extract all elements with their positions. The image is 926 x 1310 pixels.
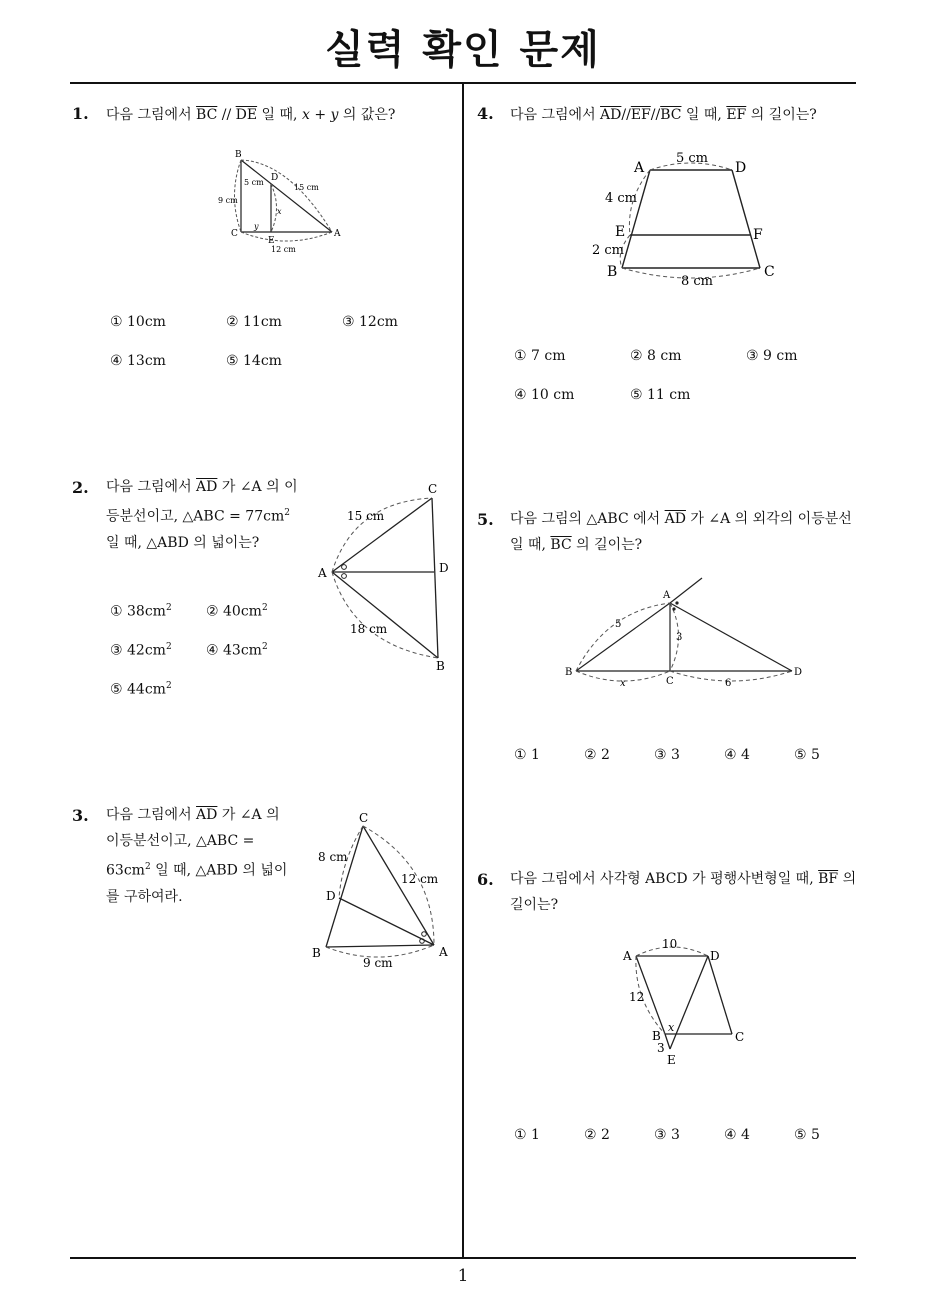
choice-2[interactable]: ② 8 cm (630, 348, 682, 364)
label-ab: 18 cm (350, 622, 388, 636)
text-segment: 일 때, △ABD 의 넓이를 구하여라. (106, 862, 288, 905)
question-number: 4. (477, 104, 494, 123)
label-ab: 12 (629, 990, 645, 1004)
choice-superscript: 2 (165, 642, 172, 652)
text-segment: $\overline{BF}$ (818, 871, 839, 887)
label-ce: y (254, 222, 259, 231)
text-segment: $\overline{BC}$ (196, 107, 218, 123)
label-C: C (735, 1030, 745, 1044)
text-segment: 다음 그림에서 (510, 107, 601, 123)
text-segment: x + y (301, 107, 339, 123)
question-text (106, 474, 298, 556)
text-segment: 가 ∠A 의 이등분선이고, △ABC = 77cm (106, 479, 298, 525)
label-eb: 2 cm (592, 243, 625, 258)
choice-5[interactable]: ⑤ 14cm (226, 353, 282, 369)
bottom-rule (70, 1257, 856, 1259)
label-E: E (268, 236, 275, 246)
text-segment: 가 ∠A 의 외각의 이등분선일 때, (510, 511, 852, 553)
choice-1[interactable]: ① 1 (514, 1127, 540, 1143)
label-B: B (235, 150, 242, 160)
label-B: B (652, 1029, 661, 1043)
label-cd: 6 (725, 678, 732, 686)
choice-5[interactable]: ⑤ 5 (794, 747, 820, 763)
choice-4[interactable]: ④ 10 cm (514, 387, 575, 403)
label-C: C (764, 264, 775, 280)
question-text (510, 506, 865, 558)
label-bc: 9 cm (218, 196, 238, 205)
choice-4[interactable] (206, 642, 268, 659)
label-A: A (634, 160, 645, 176)
label-ae: 4 cm (605, 191, 638, 206)
text-segment: $\overline{AD}$ (600, 107, 622, 123)
question-number: 5. (477, 510, 494, 529)
choice-2[interactable]: ② 2 (584, 747, 610, 763)
choice-text: ④ 43cm (206, 642, 262, 659)
text-segment: 다음 그림에서 (106, 479, 197, 495)
choice-2[interactable]: ② 2 (584, 1127, 610, 1143)
question-number: 3. (72, 806, 89, 825)
choice-3[interactable] (110, 642, 172, 659)
choice-1[interactable] (110, 603, 172, 620)
figure-q2 (314, 480, 464, 670)
text-segment: $\overline{AD}$ (196, 807, 218, 823)
text-segment: 일 때, (681, 107, 727, 123)
label-D: D (326, 889, 336, 903)
label-ad: 10 (662, 937, 678, 951)
label-E: E (615, 224, 626, 240)
text-segment: 다음 그림에서 (106, 807, 197, 823)
label-ad: 5 cm (676, 151, 709, 166)
choice-2[interactable]: ② 11cm (226, 314, 282, 330)
label-ca: 12 cm (271, 245, 296, 254)
question-text (106, 102, 446, 128)
label-C: C (359, 811, 369, 825)
label-A: A (318, 566, 327, 580)
label-E: E (667, 1053, 676, 1067)
label-F: F (753, 227, 763, 243)
label-D: D (794, 667, 803, 678)
text-segment: 2 (284, 508, 290, 518)
label-ac: 3 (676, 632, 683, 643)
choice-superscript: 2 (165, 603, 172, 613)
choice-1[interactable]: ① 1 (514, 747, 540, 763)
label-bc: x (620, 678, 626, 686)
text-segment: $\overline{EF}$ (726, 107, 747, 123)
label-D: D (710, 949, 720, 963)
figure-q3 (306, 810, 456, 970)
label-B: B (607, 264, 618, 280)
label-C: C (231, 229, 238, 239)
page-number: 1 (457, 1266, 469, 1286)
text-segment: 일 때, △ABD 의 넓이는? (106, 534, 260, 551)
question-text (510, 866, 865, 918)
choice-text: ① 38cm (110, 603, 166, 620)
choice-text: ③ 42cm (110, 642, 166, 659)
figure-q4 (588, 148, 788, 288)
label-ca: 12 cm (401, 872, 439, 886)
text-segment: $\overline{DE}$ (235, 107, 258, 123)
text-segment: // (621, 107, 631, 123)
choice-1[interactable]: ① 7 cm (514, 348, 566, 364)
text-segment: // (217, 107, 236, 123)
label-de: x (277, 207, 282, 216)
text-segment: 의 길이는? (510, 871, 857, 913)
choice-4[interactable]: ④ 13cm (110, 353, 166, 369)
label-C: C (666, 676, 674, 686)
choice-4[interactable]: ④ 4 (724, 747, 750, 763)
label-D: D (271, 173, 279, 183)
text-segment: // (650, 107, 661, 123)
label-A: A (623, 949, 632, 963)
choice-5[interactable] (110, 681, 172, 698)
label-be: 3 (657, 1041, 665, 1055)
text-segment: 의 길이는? (746, 107, 817, 123)
text-segment: $\overline{BC}$ (550, 537, 572, 553)
text-segment: 2 (144, 862, 151, 872)
label-A: A (439, 945, 448, 959)
label-bd: 5 cm (244, 178, 264, 187)
text-segment: 다음 그림에서 사각형 ABCD 가 평행사변형일 때, (510, 871, 819, 887)
choice-3[interactable]: ③ 9 cm (746, 348, 798, 364)
text-segment: 다음 그림의 △ABC 에서 (510, 511, 665, 527)
question-number: 6. (477, 870, 494, 889)
figure-q1 (214, 148, 354, 258)
choice-superscript: 2 (261, 642, 268, 652)
choice-2[interactable] (206, 603, 268, 620)
choice-text: ② 40cm (206, 603, 262, 620)
question-number: 2. (72, 478, 89, 497)
label-A: A (334, 229, 341, 239)
text-segment: 의 값은? (338, 107, 396, 123)
label-x: x (668, 1021, 675, 1034)
label-bc: 8 cm (681, 274, 714, 288)
label-D: D (439, 561, 449, 575)
choice-superscript: 2 (261, 603, 268, 613)
label-D: D (735, 160, 747, 176)
text-segment: 일 때, (257, 107, 302, 123)
text-segment: 다음 그림에서 (106, 107, 197, 123)
choice-5[interactable]: ⑤ 11 cm (630, 387, 691, 403)
figure-q6 (620, 934, 760, 1074)
choice-3[interactable]: ③ 3 (654, 747, 680, 763)
text-segment: $\overline{AD}$ (196, 479, 218, 495)
figure-q5 (562, 576, 812, 686)
question-text (106, 802, 292, 910)
column-divider (462, 82, 464, 1258)
choice-3[interactable]: ③ 3 (654, 1127, 680, 1143)
label-cd: 8 cm (318, 850, 348, 864)
text-segment: 의 길이는? (571, 537, 643, 553)
label-ba: 9 cm (363, 956, 393, 970)
choice-5[interactable]: ⑤ 5 (794, 1127, 820, 1143)
label-C: C (428, 482, 438, 496)
text-segment: $\overline{BC}$ (660, 107, 682, 123)
text-segment: $\overline{EF}$ (630, 107, 651, 123)
choice-1[interactable]: ① 10cm (110, 314, 166, 330)
question-text (510, 102, 870, 128)
question-number: 1. (72, 104, 89, 123)
label-B: B (312, 946, 321, 960)
label-A: A (663, 590, 671, 601)
label-ab: 5 (615, 619, 622, 630)
choice-superscript: 2 (165, 681, 172, 691)
page-title: 실력 확인 문제 (325, 27, 601, 73)
label-ba: 15 cm (294, 183, 319, 192)
label-ac: 15 cm (347, 509, 385, 523)
text-segment: 가 ∠A 의 이등분선이고, △ABC = 63cm (106, 807, 280, 879)
label-B: B (565, 667, 573, 678)
choice-4[interactable]: ④ 4 (724, 1127, 750, 1143)
label-B: B (436, 659, 445, 670)
text-segment: $\overline{AD}$ (664, 511, 686, 527)
choice-text: ⑤ 44cm (110, 681, 166, 698)
choice-3[interactable]: ③ 12cm (342, 314, 398, 330)
